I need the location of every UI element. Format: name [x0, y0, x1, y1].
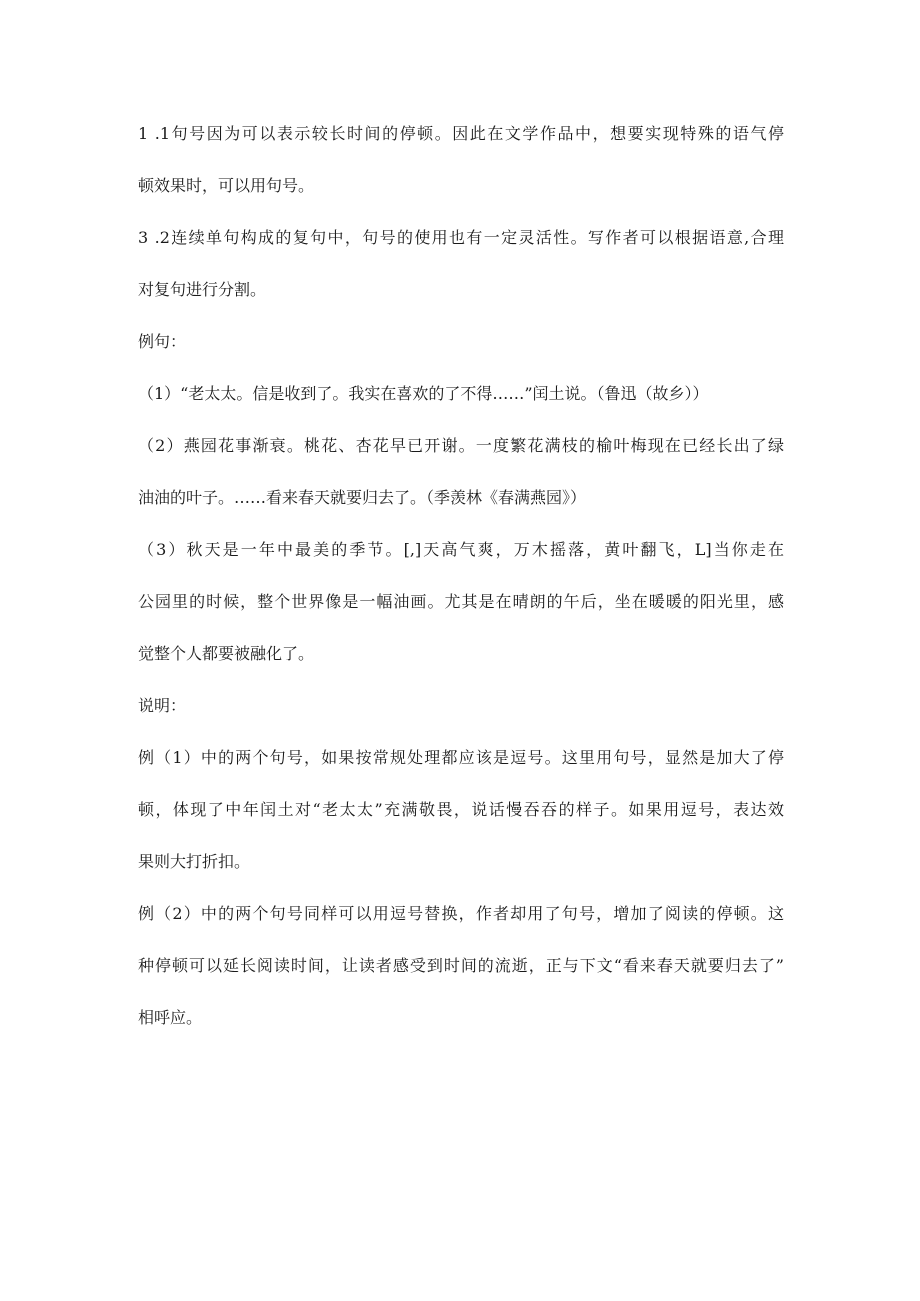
- examples-heading: 例句：: [138, 332, 187, 351]
- example-3-line-1: （3）秋天是一年中最美的季节。[,]天高气爽，万木摇落，黄叶翻飞，L]当你走在: [138, 540, 784, 559]
- paragraph-1-line-1: 1 .1句号因为可以表示较长时间的停顿。因此在文学作品中，想要实现特殊的语气停: [138, 124, 784, 143]
- document-body: [138, 108, 784, 1044]
- example-3-line-2: 公园里的时候，整个世界像是一幅油画。尤其是在晴朗的午后，坐在暖暖的阳光里，感: [138, 592, 784, 611]
- explanation-2-line-2: 种停顿可以延长阅读时间，让读者感受到时间的流逝，正与下文“看来春天就要归去了”: [138, 956, 784, 975]
- paragraph-2-line-2: 对复句进行分割。: [138, 280, 267, 299]
- example-1-line-1: （1）“老太太。信是收到了。我实在喜欢的了不得……”闰土说。（鲁迅（故乡））: [138, 384, 709, 403]
- explanation-1-line-1: 例（1）中的两个句号，如果按常规处理都应该是逗号。这里用句号，显然是加大了停: [138, 748, 784, 767]
- explanation-2-line-1: 例（2）中的两个句号同样可以用逗号替换，作者却用了句号，增加了阅读的停顿。这: [138, 904, 784, 923]
- example-2-line-1: （2）燕园花事渐衰。桃花、杏花早已开谢。一度繁花满枝的榆叶梅现在已经长出了绿: [138, 436, 784, 455]
- example-2-line-2: 油油的叶子。……看来春天就要归去了。（季羡林《春满燕园》）: [138, 488, 587, 507]
- example-3-line-3: 觉整个人都要被融化了。: [138, 644, 315, 663]
- explanation-2-line-3: 相呼应。: [138, 1008, 203, 1027]
- explanation-1-line-3: 果则大打折扣。: [138, 852, 251, 871]
- explanation-1-line-2: 顿，体现了中年闰土对“老太太”充满敬畏，说话慢吞吞的样子。如果用逗号，表达效: [138, 800, 784, 819]
- explanation-heading: 说明：: [138, 696, 187, 715]
- paragraph-2-line-1: 3 .2连续单句构成的复句中，句号的使用也有一定灵活性。写作者可以根据语意,合理: [138, 228, 784, 247]
- paragraph-1-line-2: 顿效果时，可以用句号。: [138, 176, 315, 195]
